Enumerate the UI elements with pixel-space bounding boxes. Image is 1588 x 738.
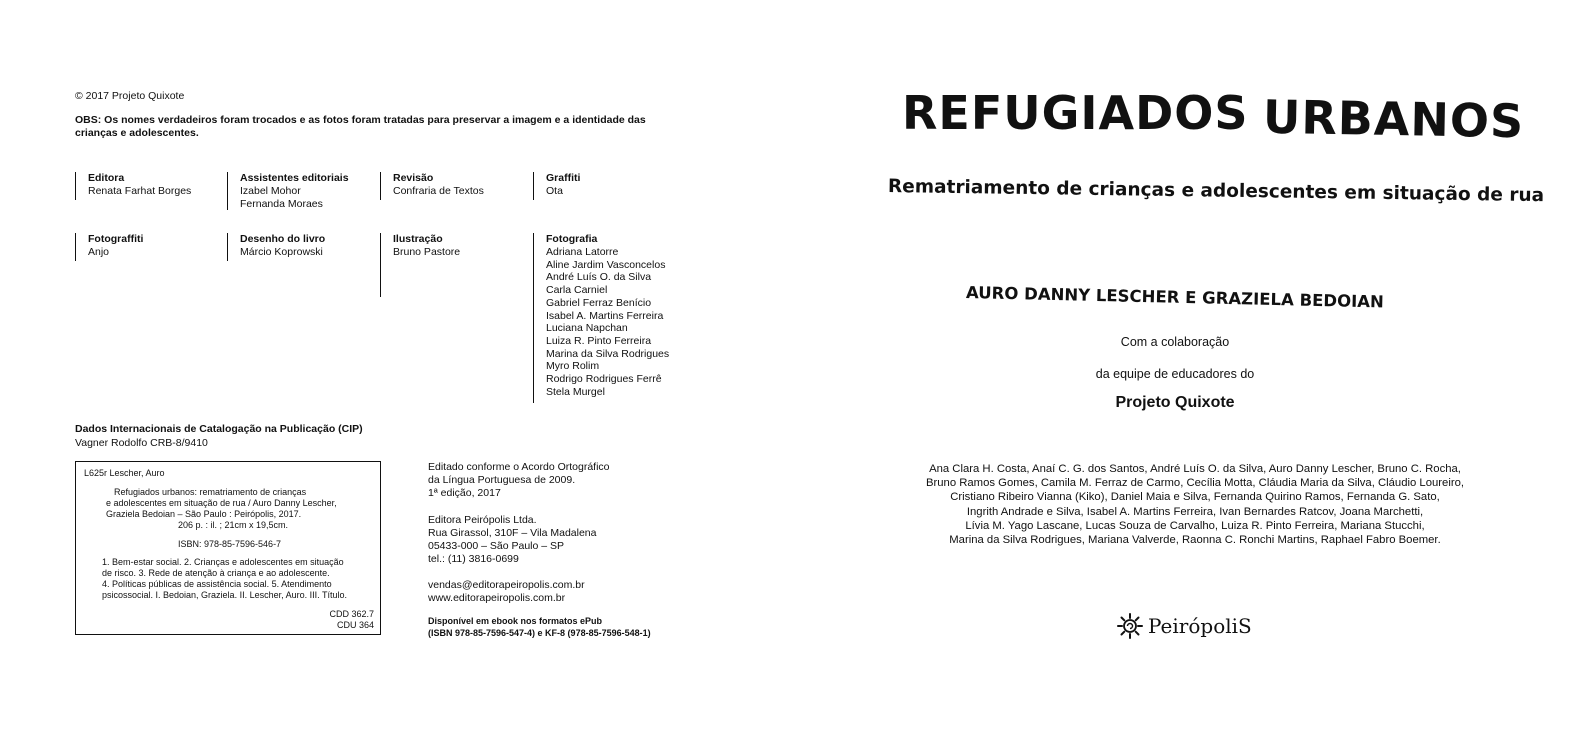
collab-line-1: Com a colaboração (1120, 335, 1230, 349)
credit-value: Isabel A. Martins Ferreira (546, 309, 664, 322)
org-name: Projeto Quixote (1115, 394, 1235, 411)
credit-label: Fotografia (546, 233, 598, 245)
cip-entry-line: e adolescentes em situação de rua / Auro Danny Lescher, (106, 498, 337, 508)
edition-info (428, 461, 610, 500)
publisher-line: Rua Girassol, 310F – Vila Madalena (428, 527, 597, 539)
credit-value: Renata Farhat Borges (88, 185, 192, 197)
credit-fotograffiti (75, 233, 143, 261)
educators-line: Marina da Silva Rodrigues, Mariana Valverde, Raonna C. Ronchi Martins, Raphael Fabro Boemer. (949, 534, 1441, 547)
publisher-info (428, 514, 596, 566)
credit-value: Myro Rolim (546, 360, 600, 373)
book-authors: AURO DANNY LESCHER E GRAZIELA BEDOIAN (965, 283, 1385, 312)
credit-label: Ilustração (393, 233, 443, 245)
educators-list (900, 462, 1490, 547)
cip-subject-line: psicossocial. I. Bedoian, Graziela. II. Lescher, Auro. III. Título. (102, 590, 347, 600)
credit-value: Marina da Silva Rodrigues (546, 347, 670, 360)
ebook-line: Disponível em ebook nos formatos ePub (428, 616, 603, 626)
credit-revisao (380, 172, 484, 200)
credit-fotografia (533, 233, 669, 403)
title-word-1: REFUGIADOS (902, 86, 1249, 140)
edition-line: 1ª edição, 2017 (428, 487, 501, 499)
cip-code: L625r Lescher, Auro (84, 468, 165, 478)
credit-value: Luciana Napchan (546, 322, 628, 335)
credit-value: Bruno Pastore (393, 246, 461, 258)
book-subtitle: Rematriamento de crianças e adolescentes em situação de rua (887, 176, 1545, 207)
credit-value: Confraria de Textos (393, 185, 484, 197)
edition-line: Editado conforme o Acordo Ortográfico (428, 461, 610, 473)
cip-subject-line: 1. Bem-estar social. 2. Crianças e adolescentes em situação (102, 557, 344, 567)
collab-line-2: da equipe de educadores do (1095, 367, 1255, 381)
cip-entry-line: 206 p. : il. ; 21cm x 19,5cm. (178, 520, 289, 530)
credit-value: Fernanda Moraes (240, 197, 323, 210)
website-link: www.editorapeiropolis.com.br (428, 592, 566, 604)
credit-value: Anjo (88, 246, 110, 258)
credit-value: Stela Murgel (546, 385, 605, 398)
credit-value: Gabriel Ferraz Benício (546, 296, 652, 309)
publisher-line: Editora Peirópolis Ltda. (428, 514, 537, 526)
credit-value: Rodrigo Rodrigues Ferrê (546, 373, 662, 386)
logo-text: PeirópoliS (1148, 614, 1252, 638)
credit-desenho (227, 233, 325, 261)
credit-label: Editora (88, 172, 125, 184)
educators-line: Lívia M. Yago Lascane, Lucas Souza de Carvalho, Luiza R. Pinto Ferreira, Mariana Stucchi, (965, 519, 1425, 532)
email-link: vendas@editorapeiropolis.com.br (428, 579, 585, 591)
book-title (902, 86, 1525, 149)
contact-info (428, 579, 585, 605)
credit-value: Carla Carniel (546, 284, 608, 297)
cip-isbn: ISBN: 978-85-7596-546-7 (178, 539, 282, 549)
credit-value: André Luís O. da Silva (546, 271, 652, 284)
cip-catalog-card (75, 461, 381, 635)
credit-value: Luiza R. Pinto Ferreira (546, 334, 652, 347)
credit-value: Márcio Koprowski (240, 246, 323, 258)
credit-ilustracao (380, 233, 460, 297)
publisher-line: 05433-000 – São Paulo – SP (428, 540, 565, 552)
cip-cdd: CDD 362.7 (329, 609, 374, 619)
educators-line: Ana Clara H. Costa, Anaí C. G. dos Santos, André Luís O. da Silva, Auro Danny Lescher, Bruno C. Rocha, (929, 463, 1461, 475)
sun-spiral-icon (1116, 612, 1144, 640)
publisher-logo (1116, 612, 1252, 640)
publisher-line: tel.: (11) 3816-0699 (428, 553, 519, 565)
credit-value: Ota (546, 185, 563, 197)
credit-value: Aline Jardim Vasconcelos (546, 258, 666, 271)
ebook-info (428, 616, 651, 639)
cip-entry-line: Graziela Bedoian – São Paulo : Peirópolis, 2017. (106, 509, 302, 519)
credit-label: Revisão (393, 172, 434, 184)
credit-label: Assistentes editoriais (240, 172, 349, 184)
title-word-2: URBANOS (1262, 89, 1525, 149)
ebook-line: (ISBN 978-85-7596-547-4) e KF-8 (978-85-7596-548-1) (428, 627, 651, 638)
credit-editora (75, 172, 191, 200)
credit-label: Desenho do livro (240, 233, 326, 245)
credit-value: Izabel Mohor (240, 185, 301, 197)
credit-label: Graffiti (546, 172, 581, 184)
cip-librarian: Vagner Rodolfo CRB-8/9410 (75, 437, 208, 449)
obs-line-1: OBS: Os nomes verdadeiros foram trocados e as fotos foram tratadas para preservar a imagem e a identidade das (75, 114, 646, 126)
edition-line: da Língua Portuguesa de 2009. (428, 474, 576, 486)
cip-title: Dados Internacionais de Catalogação na Publicação (CIP) (75, 423, 363, 435)
obs-line-2: crianças e adolescentes. (75, 127, 199, 139)
credit-value: Adriana Latorre (546, 246, 619, 258)
credit-graffiti (533, 172, 580, 200)
cip-entry-line: Refugiados urbanos: rematriamento de crianças (114, 487, 307, 497)
credit-assistentes (227, 172, 349, 210)
copyright: © 2017 Projeto Quixote (75, 90, 185, 102)
cip-subject-line: de risco. 3. Rede de atenção à criança e ao adolescente. (102, 568, 330, 578)
cip-cdu: CDU 364 (336, 620, 374, 630)
credit-label: Fotograffiti (88, 233, 144, 245)
educators-line: Ingrith Andrade e Silva, Isabel A. Martins Ferreira, Ivan Bernardes Ratcov, Joana Marchetti, (966, 505, 1424, 518)
educators-line: Cristiano Ribeiro Vianna (Kiko), Daniel Maia e Silva, Fernanda Quirino Ramos, Fernanda G. Sato, (950, 491, 1440, 504)
educators-line: Bruno Ramos Gomes, Camila M. Ferraz de Carmo, Cecília Motta, Cláudia Maria da Silva, Cláudio Loureiro, (925, 477, 1465, 490)
cip-subject-line: 4. Políticas públicas de assistência social. 5. Atendimento (102, 579, 332, 589)
